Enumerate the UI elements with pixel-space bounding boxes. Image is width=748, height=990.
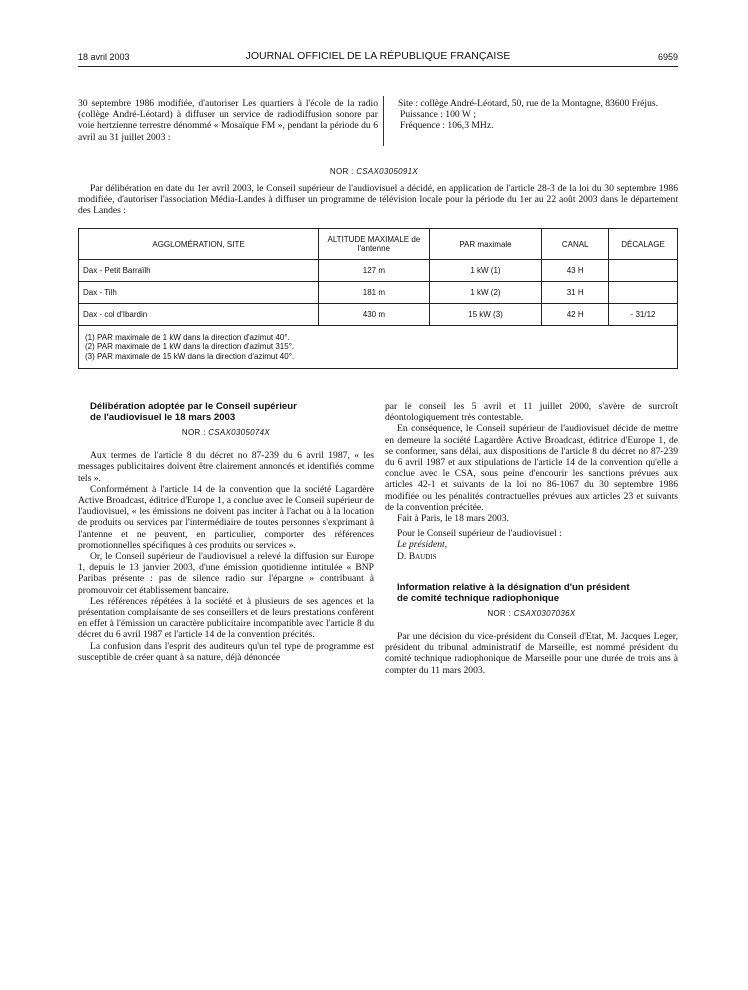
decision-paragraph — [78, 183, 678, 217]
journal-title: JOURNAL OFFICIEL DE LA RÉPUBLIQUE FRANÇAISE — [245, 50, 511, 62]
header-date: 18 avril 2003 — [78, 52, 130, 62]
information-text: Par une décision du vice-président du Conseil d'Etat, M. Jacques Leger, président du tribunal administratif de Marseille, est nommé président du comité technique radiophonique de Marseille pour une durée de trois ans à compter du 11 mars 2003. — [385, 631, 678, 676]
deliberation-paragraph: Aux termes de l'article 8 du décret no 87-239 du 6 avril 1987, « les messages publicitaires doivent être clairement annoncés et identifiés comme tels ». — [78, 450, 374, 484]
nor-label: NOR : — [181, 428, 206, 437]
nor-code: CSAX0307036X — [513, 608, 576, 618]
cell-canal: 42 H — [542, 304, 609, 326]
information-title-1: Information relative à la désignation d'un président — [397, 581, 630, 593]
cell-canal: 31 H — [542, 282, 609, 304]
information-nor — [385, 608, 678, 619]
cell-par: 1 kW (1) — [429, 260, 542, 282]
signature-name: D. Baudis — [397, 550, 437, 562]
deliberation-column — [78, 401, 374, 663]
broadcast-table — [78, 228, 678, 369]
deliberation-title-1: Délibération adoptée par le Conseil supérieur — [90, 401, 297, 412]
deliberation-paragraph: Or, le Conseil supérieur de l'audiovisuel a relevé la diffusion sur Europe 1, depuis le 13 janvier 2003, d'une émission quotidienne intitulée « BNP Paribas présente : pas de silence radio sur l'épargne » contribuant à promouvoir cet établissement bancaire. — [78, 551, 374, 596]
th-site: AGGLOMÉRATION, SITE — [79, 229, 319, 260]
th-altitude: ALTITUDE MAXIMALE de l'antenne — [319, 229, 430, 260]
power-line: Puissance : 100 W ; — [400, 109, 476, 121]
site-line: Site : collège André-Léotard, 50, rue de la Montagne, 83600 Fréjus. — [398, 98, 659, 109]
deliberation-title-2: de l'audiovisuel le 18 mars 2003 — [90, 412, 236, 423]
nor-line-1 — [0, 166, 748, 177]
signature-role-text: Le président, — [397, 539, 448, 551]
cell-altitude: 181 m — [319, 282, 430, 304]
table-notes — [79, 326, 678, 369]
cell-decalage — [609, 282, 678, 304]
table-notes-row — [79, 326, 678, 369]
information-title-2: de comité technique radiophonique — [397, 592, 560, 604]
cell-altitude: 127 m — [319, 260, 430, 282]
cell-site: Dax - Petit Barraïlh — [79, 260, 319, 282]
note-1: (1) PAR maximale de 1 kW dans la direction d'azimut 40°. — [85, 332, 290, 342]
table-row — [79, 260, 678, 282]
right-column — [385, 401, 678, 676]
deliberation-continuation: par le conseil les 5 avril et 11 juillet 2000, s'avère de surcroît déontologiquement très contestable. — [385, 401, 678, 424]
page-number: 6959 — [657, 52, 678, 62]
th-par: PAR maximale — [429, 229, 542, 260]
table-header-row — [79, 229, 678, 260]
th-decalage: DÉCALAGE — [609, 229, 678, 260]
signature-role — [385, 539, 678, 550]
deliberation-paragraph: Fait à Paris, le 18 mars 2003. — [397, 513, 509, 525]
deliberation-paragraph: Les références répétées à la société et à plusieurs de ses agences et la présentation complaisante de ses conseillers et de leurs prestations confèrent en effet à l'émission un caractère publicitaire incompatible avec l'article 8 du décret du 6 avril 1987 et l'article 14 de la convention précités. — [78, 595, 374, 641]
nor-code: CSAX0305091X — [356, 167, 419, 176]
header-rule — [78, 66, 678, 67]
deliberation-paragraph: Conformément à l'article 14 de la convention que la société Lagardère Active Broadcast, éditrice d'Europe 1, a conclue avec le Conseil supérieur de l'audiovisuel, « les émissions ne doivent pas inciter à l'achat ou à la location de produits ou services par l'intermédiaire de toutes personnes s'exprimant à l'antenne et ne peuvent, en particulier, comporter des références promotionnelles spécifiques à ces produits ou services ». — [78, 483, 374, 551]
note-2: (2) PAR maximale de 1 kW dans la direction d'azimut 315°. — [85, 342, 295, 352]
cell-site: Dax - Tilh — [79, 282, 319, 304]
cell-site: Dax - col d'Ibardin — [79, 304, 319, 326]
deliberation-paragraph: En conséquence, le Conseil supérieur de l'audiovisuel décide de mettre en demeure la société Lagardère Active Broadcast, éditrice d'Europe 1, de se conformer, sans délai, aux dispositions de l'article 8 du décret no 87-239 du 6 avril 1987 et aux stipulations de l'article 14 de la convention qu'elle a conclue avec le CSA, sous peine d'encourir les sanctions prévues aux articles 42-1 et suivants de la loi no 86-1067 du 30 septembre 1986 modifiée ou les pénalités contractuelles prévues aux articles 23 et suivants de la convention précitée. — [385, 423, 678, 513]
cell-par: 1 kW (2) — [429, 282, 542, 304]
note-3: (3) PAR maximale de 15 kW dans la direction d'azimut 40°. — [85, 351, 295, 361]
cell-decalage — [609, 260, 678, 282]
cell-decalage: - 31/12 — [609, 304, 678, 326]
cell-par: 15 kW (3) — [429, 304, 542, 326]
nor-label: NOR : — [487, 608, 512, 618]
nor-code: CSAX0305074X — [208, 428, 271, 437]
cell-altitude: 430 m — [319, 304, 430, 326]
frequency-line: Fréquence : 106,3 MHz. — [400, 120, 494, 132]
column-divider — [383, 96, 384, 146]
table-row — [79, 304, 678, 326]
top-right-block — [386, 98, 678, 132]
top-left-text: 30 septembre 1986 modifiée, d'autoriser Les quartiers à l'école de la radio (collège André-Léotard) à diffuser un service de radiodiffusion sonore par voie hertzienne terrestre dénommé « Mosaïque FM », pendant la période du 6 avril au 31 juillet 2003 : — [78, 98, 378, 143]
nor-label: NOR : — [329, 167, 354, 176]
decision-text: Par délibération en date du 1er avril 2003, le Conseil supérieur de l'audiovisuel a décidé, en application de l'article 28-3 de la loi du 30 septembre 1986 modifiée, d'autoriser l'association Média-Landes à diffuser un programme de télévision locale pour la période du 1er au 22 août 2003 dans le département des Landes : — [78, 183, 678, 217]
page-header — [78, 50, 678, 64]
th-canal: CANAL — [542, 229, 609, 260]
deliberation-nor — [78, 427, 374, 438]
table-row — [79, 282, 678, 304]
deliberation-paragraph: La confusion dans l'esprit des auditeurs qu'un tel type de programme est susceptible de créer quant à sa nature, déjà dénoncée — [78, 640, 374, 663]
signature-for: Pour le Conseil supérieur de l'audiovisuel : — [397, 528, 562, 540]
cell-canal: 43 H — [542, 260, 609, 282]
